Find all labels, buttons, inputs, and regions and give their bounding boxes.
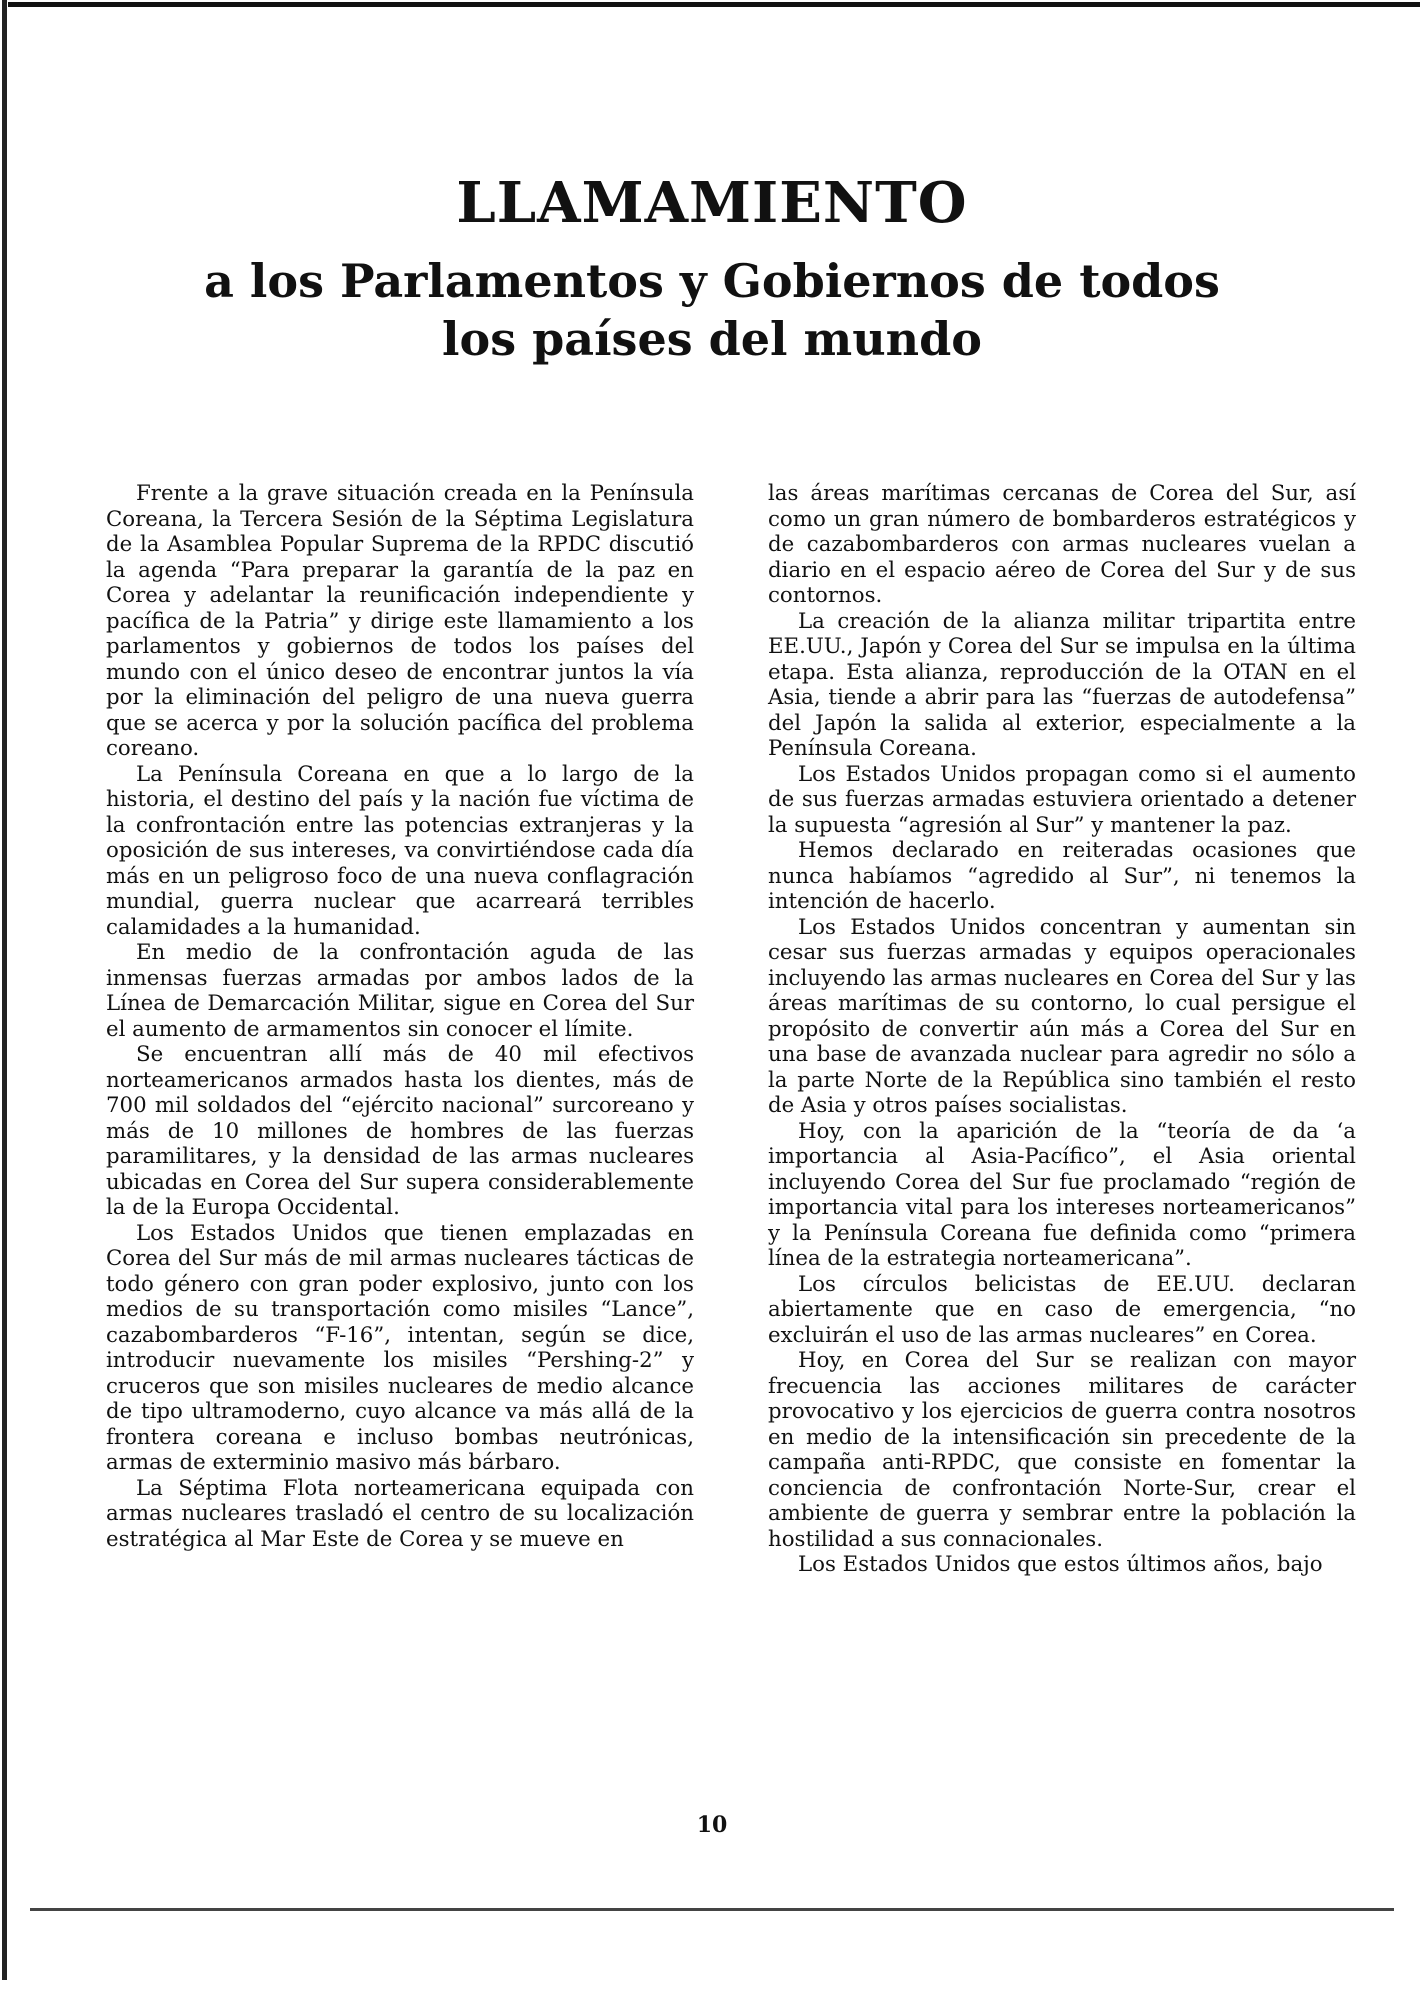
left-text-column [106, 481, 694, 1552]
top-border-rule [8, 2, 1420, 7]
paragraph: Los Estados Unidos concentran y aumentan sin cesar sus fuerzas armadas y equipos operacionales incluyendo las armas nucleares en Corea del Sur y las áreas marítimas de su contorno, lo cual persigue el propósito de convertir aún más a Corea del Sur en una base de avanzada nuclear para agredir no sólo a la parte Norte de la República sino también el resto de Asia y otros países socialistas. [768, 914, 1356, 1118]
paragraph: La Península Coreana en que a lo largo de la historia, el destino del país y la nación fue víctima de la confrontación entre las potencias extranjeras y la oposición de sus intereses, va convirtiéndose cada día más en un peligroso foco de una nueva conflagración mundial, guerra nuclear que acarreará terribles calamidades a la humanidad. [106, 761, 694, 940]
paragraph: Los Estados Unidos propagan como si el aumento de sus fuerzas armadas estuviera orientado a detener la supuesta “agresión al Sur” y mantener la paz. [768, 761, 1356, 838]
paragraph-continued: las áreas marítimas cercanas de Corea del Sur, así como un gran número de bombarderos estratégicos y de cazabombarderos con armas nucleares vuelan a diario en el espacio aéreo de Corea del Sur y de sus contornos. [768, 481, 1356, 608]
subtitle-line-1: a los Parlamentos y Gobiernos de todos [204, 254, 1220, 308]
paragraph: Hemos declarado en reiteradas ocasiones que nunca habíamos “agredido al Sur”, ni tenemos la intención de hacerlo. [768, 838, 1356, 914]
bottom-rule [30, 1908, 1394, 1911]
paragraph: Se encuentran allí más de 40 mil efectivos norteamericanos armados hasta los dientes, más de 700 mil soldados del “ejército nacional” surcoreano y más de 10 millones de hombres de las fuerzas paramilitares, y la densidad de las armas nucleares ubicadas en Corea del Sur supera considerablemente la de la Europa Occidental. [106, 1042, 694, 1220]
paragraph: Los Estados Unidos que tienen emplazadas en Corea del Sur más de mil armas nucleares tácticas de todo género con gran poder explosivo, junto con los medios de su transportación como misiles “Lance”, cazabombarderos “F-16”, intentan, según se dice, introducir nuevamente los misiles “Pershing-2” y cruceros que son misiles nucleares de medio alcance de tipo ultramoderno, cuyo alcance va más allá de la frontera coreana e incluso bombas neutrónicas, armas de exterminio masivo más bárbaro. [106, 1220, 694, 1475]
paragraph: Los Estados Unidos que estos últimos años, bajo [798, 1552, 1323, 1577]
paragraph: La creación de la alianza militar tripartita entre EE.UU., Japón y Corea del Sur se impulsa en la última etapa. Esta alianza, reproducción de la OTAN en el Asia, tiende a abrir para las “fuerzas de autodefensa” del Japón la salida al exterior, especialmente a la Península Coreana. [768, 608, 1356, 761]
paragraph: Hoy, en Corea del Sur se realizan con mayor frecuencia las acciones militares de carácter provocativo y los ejercicios de guerra contra nosotros en medio de la intensificación sin precedente de la campaña anti-RPDC, que consiste en fomentar la conciencia de confrontación Norte-Sur, crear el ambiente de guerra y sembrar entre la población la hostilidad a sus connacionales. [768, 1348, 1356, 1552]
paragraph: Hoy, con la aparición de la “teoría de da ‘a importancia al Asia-Pacífico”, el Asia oriental incluyendo Corea del Sur fue proclamado “región de importancia vital para los intereses norteamericanos” y la Península Coreana fue definida como “primera línea de la estrategia norteamericana”. [768, 1118, 1356, 1271]
document-title: LLAMAMIENTO [456, 170, 968, 236]
paragraph: Los círculos belicistas de EE.UU. declaran abiertamente que en caso de emergencia, “no excluirán el uso de las armas nucleares” en Corea. [768, 1271, 1356, 1348]
right-text-column [768, 481, 1356, 1578]
subtitle-line-2: los países del mundo [442, 312, 982, 366]
paragraph: Frente a la grave situación creada en la Península Coreana, la Tercera Sesión de la Séptima Legislatura de la Asamblea Popular Suprema de la RPDC discutió la agenda “Para preparar la garantía de la paz en Corea y adelantar la reunificación independiente y pacífica de la Patria” y dirige este llamamiento a los parlamentos y gobiernos de todos los países del mundo con el único deseo de encontrar juntos la vía por la eliminación del peligro de una nueva guerra que se acerca y por la solución pacífica del problema coreano. [106, 481, 694, 761]
page-number: 10 [696, 1812, 728, 1838]
document-subtitle [0, 252, 1424, 368]
paragraph: En medio de la confrontación aguda de las inmensas fuerzas armadas por ambos lados de la Línea de Demarcación Militar, sigue en Corea del Sur el aumento de armamentos sin conocer el límite. [106, 940, 694, 1042]
paragraph: La Séptima Flota norteamericana equipada con armas nucleares trasladó el centro de su localización estratégica al Mar Este de Corea y se mueve en [106, 1475, 694, 1552]
